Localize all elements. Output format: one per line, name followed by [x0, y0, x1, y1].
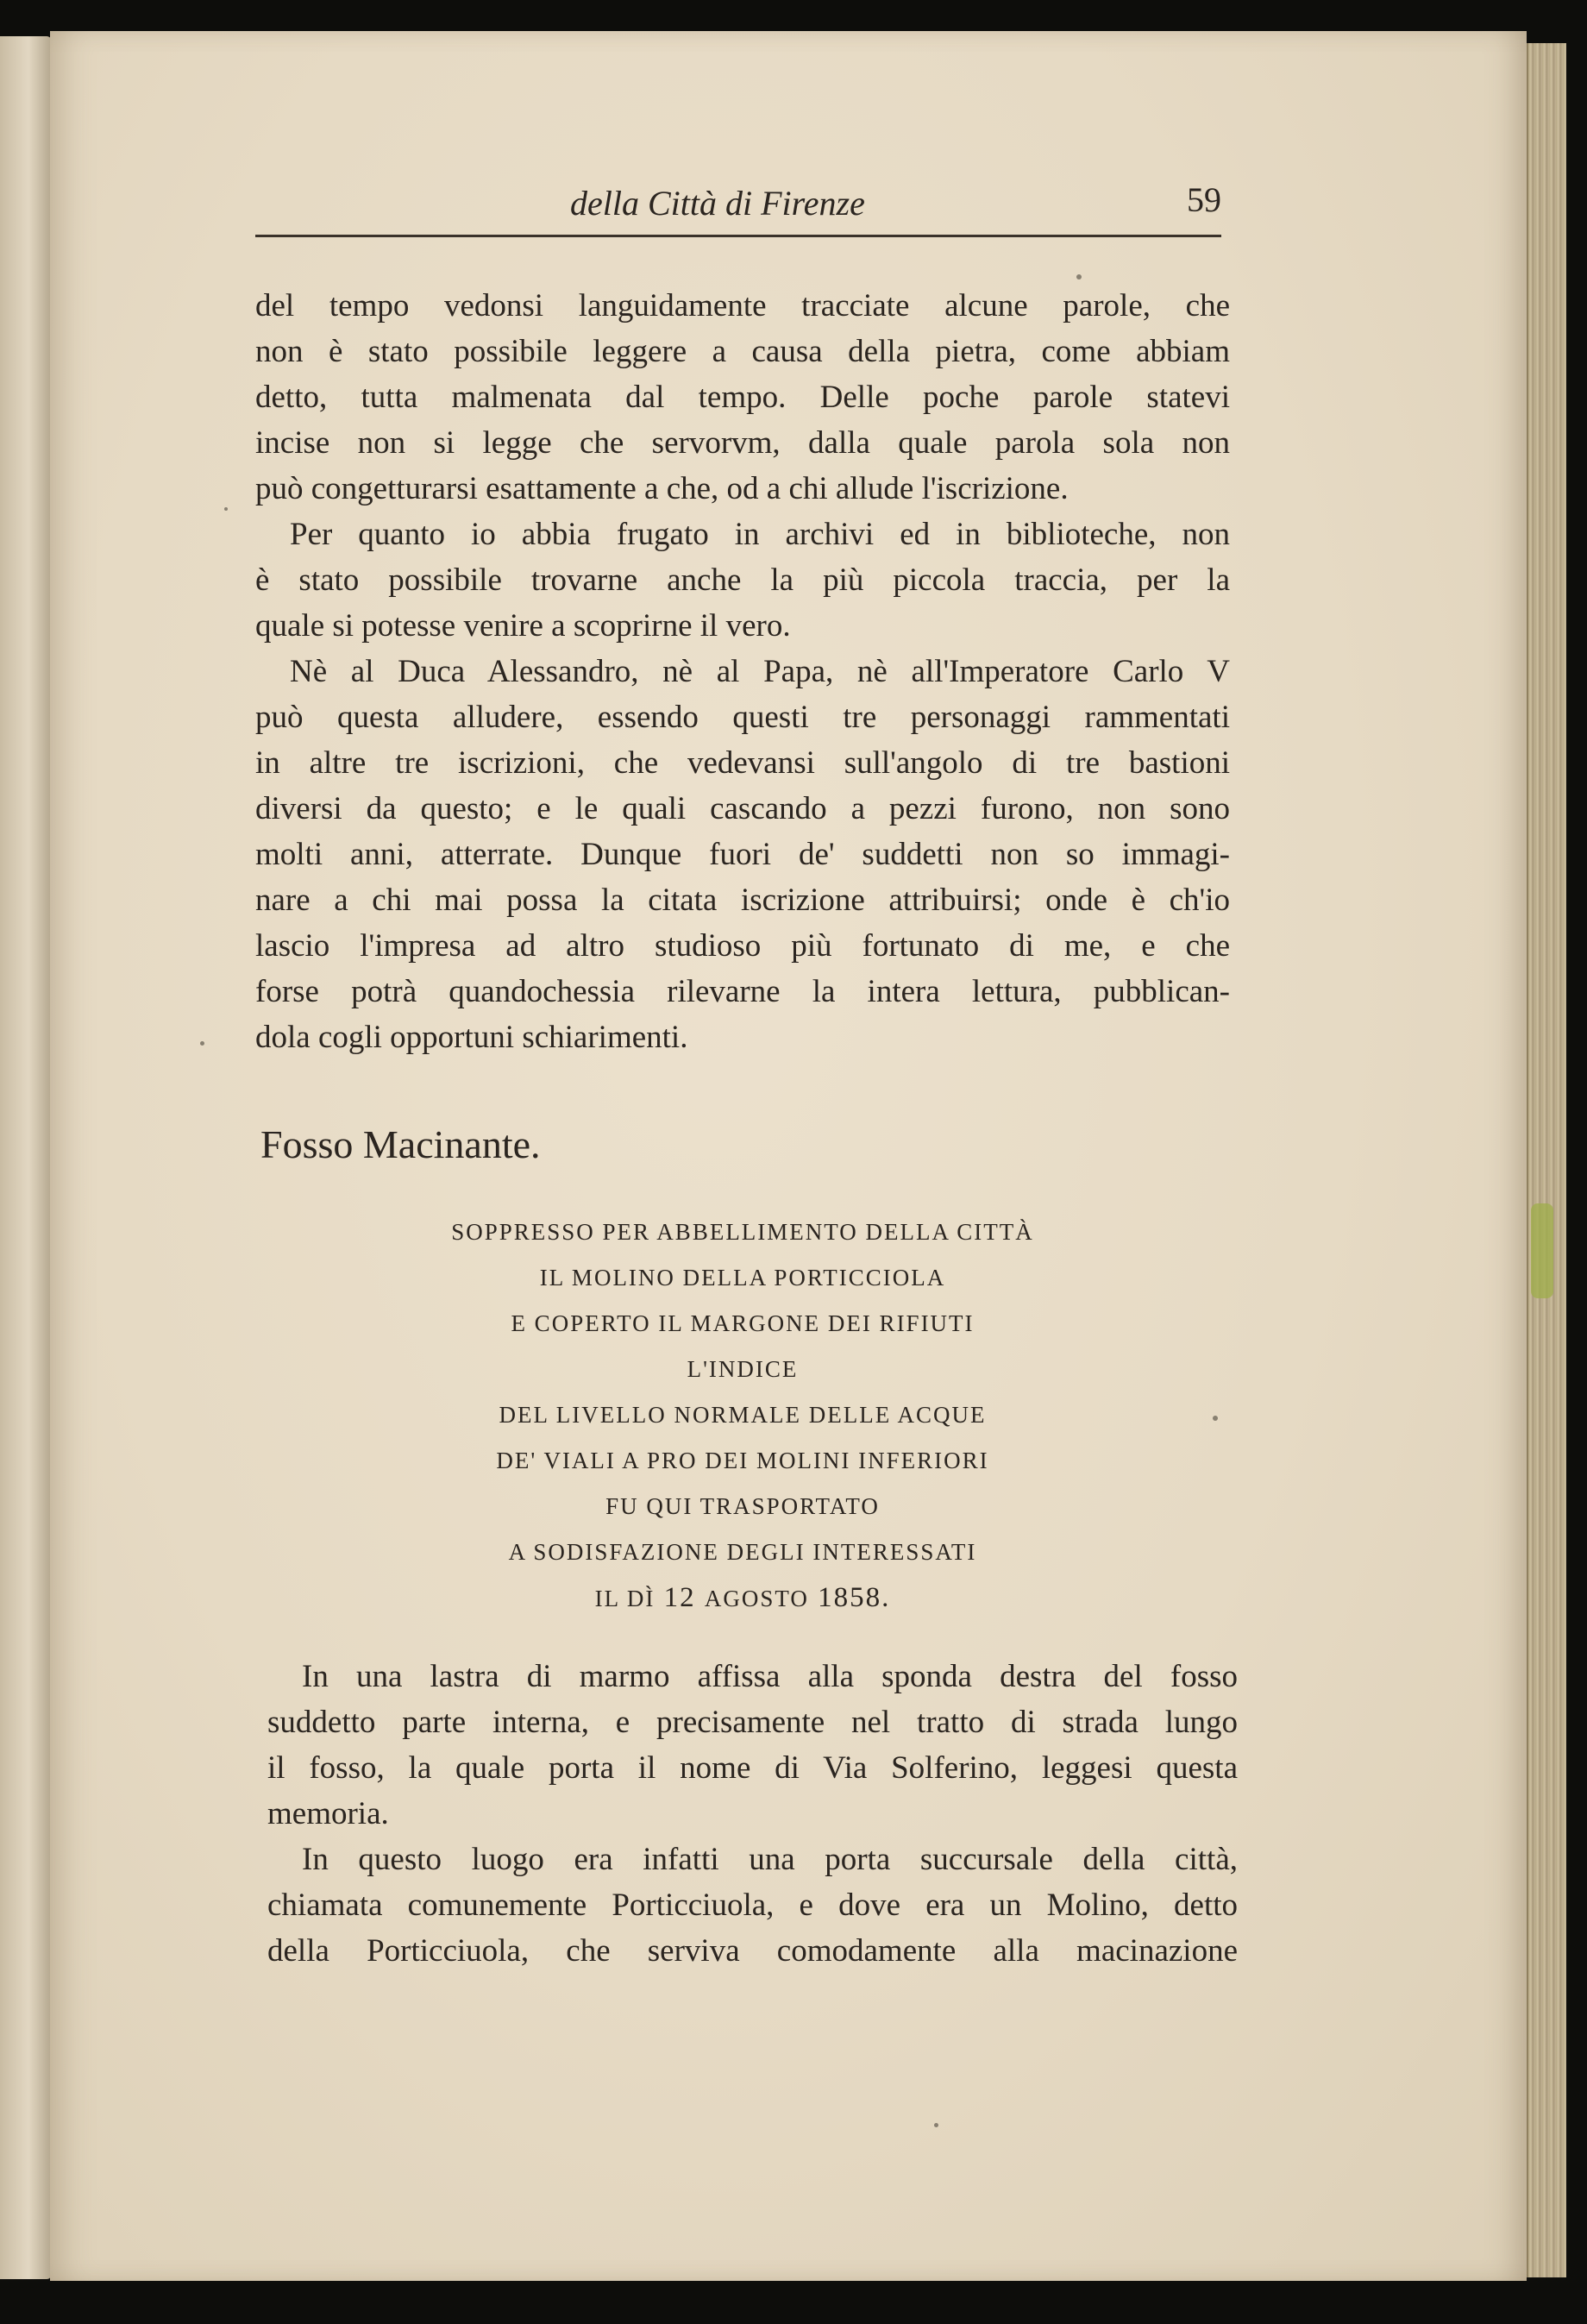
page-number: 59: [1187, 180, 1221, 219]
inscription-date-prefix: IL DÌ: [594, 1586, 656, 1611]
inscription-line: E COPERTO IL MARGONE DEI RIFIUTI: [511, 1310, 975, 1336]
inscription-line: DE' VIALI A PRO DEI MOLINI INFERIORI: [496, 1448, 989, 1473]
text-line: del tempo vedonsi languidamente tracciate alcune parole, che: [255, 288, 1230, 323]
dust-speck: [1213, 1416, 1218, 1421]
inscription-line: A SODISFAZIONE DEGLI INTERESSATI: [508, 1539, 977, 1565]
text-line: non è stato possibile leggere a causa della pietra, come abbiam: [255, 334, 1230, 369]
dust-speck: [200, 1041, 204, 1046]
text-line: memoria.: [267, 1796, 389, 1831]
body-text-top: [255, 283, 1230, 1060]
page-fore-edge: [1527, 43, 1566, 2277]
bookmark-stain: [1531, 1203, 1553, 1298]
text-line: dola cogli opportuni schiarimenti.: [255, 1020, 688, 1055]
section-title: Fosso Macinante.: [260, 1122, 541, 1166]
inscription-line: L'INDICE: [687, 1356, 799, 1382]
text-line: il fosso, la quale porta il nome di Via Solferino, leggesi questa: [267, 1750, 1238, 1786]
text-line: suddetto parte interna, e precisamente nel tratto di strada lungo: [267, 1705, 1238, 1740]
text-line: è stato possibile trovarne anche la più piccola traccia, per la: [255, 562, 1230, 598]
body-text-bottom: [267, 1654, 1238, 1974]
inscription-date-line: [255, 1575, 1230, 1621]
inscription-date-month: AGOSTO: [704, 1586, 809, 1611]
text-line: diversi da questo; e le quali cascando a pezzi furono, non sono: [255, 791, 1230, 826]
text-line: in altre tre iscrizioni, che vedevansi sull'angolo di tre bastioni: [255, 745, 1230, 781]
text-line: quale si potesse venire a scoprirne il vero.: [255, 608, 791, 644]
inscription-line: IL MOLINO DELLA PORTICCIOLA: [539, 1265, 946, 1291]
text-line: In questo luogo era infatti una porta succursale della città,: [302, 1842, 1238, 1877]
text-line: incise non si legge che servorvm, dalla quale parola sola non: [255, 425, 1230, 461]
running-head-title: della Città di Firenze: [570, 184, 865, 223]
facing-page-edge: [0, 36, 52, 2279]
inscription-line: FU QUI TRASPORTATO: [605, 1493, 880, 1519]
text-line: detto, tutta malmenata dal tempo. Delle poche parole statevi: [255, 380, 1230, 415]
text-line: può congetturarsi esattamente a che, od a chi allude l'iscrizione.: [255, 471, 1069, 506]
running-head: [255, 169, 1221, 229]
inscription-line: SOPPRESSO PER ABBELLIMENTO DELLA CITTÀ: [451, 1219, 1034, 1245]
text-line: lascio l'impresa ad altro studioso più fortunato di me, e che: [255, 928, 1230, 964]
dust-speck: [1076, 274, 1082, 280]
text-line: molti anni, atterrate. Dunque fuori de' suddetti non so immagi-: [255, 837, 1230, 872]
dust-speck: [934, 2123, 938, 2127]
text-line: può questa alludere, essendo questi tre personaggi rammentati: [255, 700, 1230, 735]
inscription-date-year: 1858.: [818, 1582, 891, 1613]
header-rule: [255, 235, 1221, 237]
text-line: chiamata comunemente Porticciuola, e dove era un Molino, detto: [267, 1887, 1238, 1923]
text-line: Nè al Duca Alessandro, nè al Papa, nè all'Imperatore Carlo V: [290, 654, 1230, 689]
text-line: forse potrà quandochessia rilevarne la intera lettura, pubblican-: [255, 974, 1230, 1009]
inscription: [255, 1209, 1230, 1621]
inscription-line: DEL LIVELLO NORMALE DELLE ACQUE: [499, 1402, 987, 1428]
text-line: nare a chi mai possa la citata iscrizione attribuirsi; onde è ch'io: [255, 882, 1230, 918]
dust-speck: [224, 507, 228, 511]
inscription-date-day: 12: [663, 1582, 696, 1613]
text-line: della Porticciuola, che serviva comodamente alla macinazione: [267, 1933, 1238, 1969]
text-line: In una lastra di marmo affissa alla sponda destra del fosso: [302, 1659, 1238, 1694]
text-line: Per quanto io abbia frugato in archivi ed in biblioteche, non: [290, 517, 1230, 552]
